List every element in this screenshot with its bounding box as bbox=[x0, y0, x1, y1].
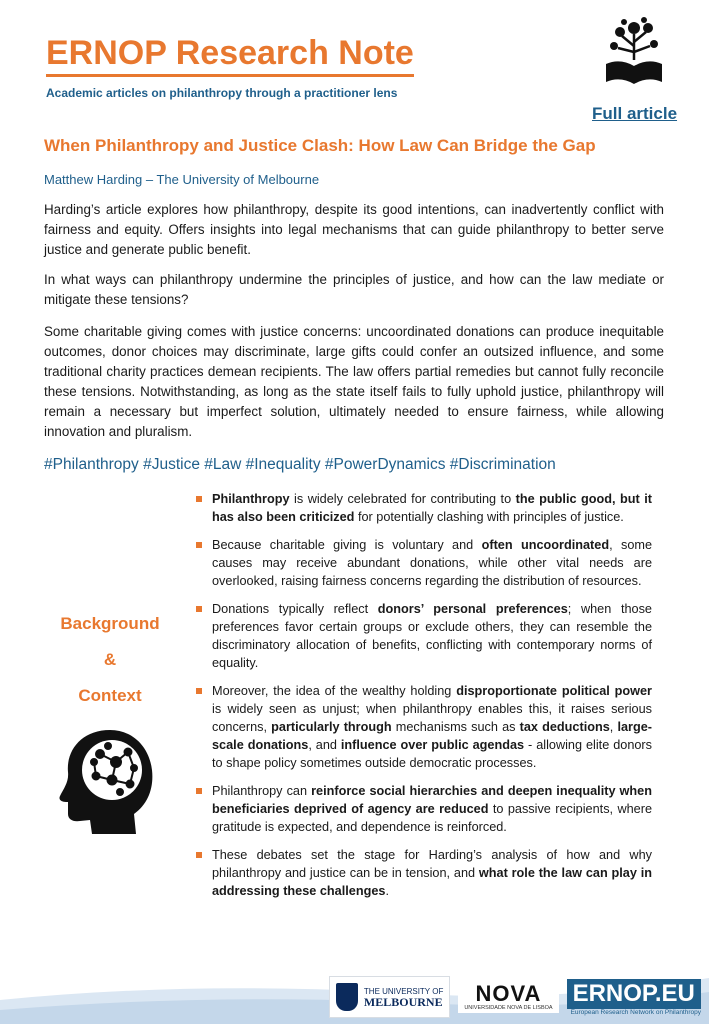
bullet-item bbox=[194, 490, 652, 526]
footer-logos bbox=[329, 974, 701, 1020]
bullet-text: , and bbox=[308, 738, 341, 752]
bullet-text: is widely seen as unjust; when philanthropy enables this, it raises serious concerns, bbox=[212, 702, 652, 734]
nova-logo-small: UNIVERSIDADE NOVA DE LISBOA bbox=[464, 1005, 553, 1011]
bullet-text: Moreover, the idea of the wealthy holding bbox=[212, 684, 457, 698]
heading-line: Background bbox=[60, 614, 160, 633]
bullet-text: Donations typically reflect bbox=[212, 602, 378, 616]
bullet-emphasis: the public good, but it has also been criticized bbox=[212, 492, 652, 524]
background-bullet-list bbox=[194, 490, 652, 910]
bullet-text: mechanisms such as bbox=[391, 720, 520, 734]
bullet-emphasis: what role the law can play in addressing these challenges bbox=[212, 866, 652, 898]
bullet-text: ; when those preferences favor certain groups or exclude others, they can resemble the discriminatory allocation of benefits, conflicting with contemporary norms of equality. bbox=[212, 602, 652, 670]
bullet-text: Philanthropy can bbox=[212, 784, 312, 798]
melbourne-logo-small: THE UNIVERSITY OF bbox=[363, 987, 444, 996]
background-context-heading bbox=[40, 606, 180, 714]
melbourne-logo bbox=[329, 976, 450, 1018]
heading-line: Context bbox=[78, 686, 142, 705]
bullet-text: is widely celebrated for contributing to bbox=[289, 492, 516, 506]
full-article-link[interactable]: Full article bbox=[592, 104, 678, 123]
head-with-network-icon bbox=[50, 722, 165, 837]
summary-paragraph: Some charitable giving comes with justice concerns: uncoordinated donations can produce inequitable outcomes, donor choices may discriminate, large gifts could confer an outsized influence, and some traditional charity practices demean recipients. The law offers partial remedies but cannot fully reconcile these tensions. Notwithstanding, as long as the state itself fails to fully uphold justice, philanthropy will remain a necessary but imperfect solution, ultimately needed to ensure fairness, while allowing innovation and pluralism. bbox=[44, 324, 664, 439]
bullet-text: to passive recipients, where gratitude is expected, and dependence is reinforced. bbox=[212, 802, 652, 834]
ernop-logo bbox=[567, 979, 701, 1016]
bullet-emphasis: disproportionate political power bbox=[456, 684, 652, 698]
research-question-paragraph: In what ways can philanthropy undermine the principles of justice, and how can the law mediate or mitigate these tensions? bbox=[44, 272, 664, 307]
nova-logo-big: NOVA bbox=[475, 981, 542, 1006]
ernop-logo-big: ERNOP.EU bbox=[567, 979, 701, 1009]
intro-paragraph: Harding’s article explores how philanthropy, despite its good intentions, can inadvertently conflict with fairness and equity. Offers insights into legal mechanisms that can guide philanthropy to better serve justice and generate public benefit. bbox=[44, 202, 664, 257]
bullet-emphasis: often uncoordinated bbox=[481, 538, 610, 552]
book-with-ideas-tree-icon bbox=[592, 12, 676, 96]
heading-line: & bbox=[103, 650, 117, 669]
ernop-logo-small: European Research Network on Philanthropy bbox=[570, 1008, 701, 1016]
nova-logo bbox=[458, 981, 558, 1013]
bullet-item bbox=[194, 682, 652, 772]
bullet-text: These debates set the stage for Harding’s analysis of how and why philanthropy and justice can be in tension, and bbox=[212, 848, 652, 880]
bullet-item bbox=[194, 846, 652, 900]
bullet-text: for potentially clashing with principles of justice. bbox=[354, 510, 624, 524]
bullet-text: . bbox=[385, 884, 389, 898]
melbourne-logo-big: MELBOURNE bbox=[363, 995, 443, 1009]
bullet-emphasis: donors’ personal preferences bbox=[377, 602, 568, 616]
article-author: Matthew Harding – The University of Melbourne bbox=[44, 172, 320, 187]
bullet-text: Because charitable giving is voluntary and bbox=[212, 538, 482, 552]
page-subtitle: Academic articles on philanthropy through a practitioner lens bbox=[46, 86, 398, 100]
bullet-item bbox=[194, 600, 652, 672]
bullet-text: , some causes may receive abundant donations, while other vital needs are overlooked, raising fairness concerns regarding the distribution of resources. bbox=[212, 538, 653, 588]
bullet-emphasis: particularly through bbox=[271, 720, 392, 734]
bullet-text: - allowing elite donors to shape policy sometimes outside democratic processes. bbox=[212, 738, 652, 770]
hashtags: #Philanthropy #Justice #Law #Inequality #PowerDynamics #Discrimination bbox=[44, 456, 556, 473]
bullet-item bbox=[194, 782, 652, 836]
article-headline: When Philanthropy and Justice Clash: How Law Can Bridge the Gap bbox=[44, 136, 596, 155]
bullet-emphasis: large-scale donations bbox=[212, 720, 653, 752]
bullet-emphasis: Philanthropy bbox=[212, 492, 290, 506]
melbourne-crest-icon bbox=[336, 983, 358, 1011]
bullet-item bbox=[194, 536, 652, 590]
bullet-text: , bbox=[609, 720, 618, 734]
bullet-emphasis: influence over public agendas bbox=[340, 738, 525, 752]
bullet-emphasis: tax deductions bbox=[519, 720, 610, 734]
bullet-emphasis: reinforce social hierarchies and deepen inequality when beneficiaries deprived of agency are reduced bbox=[212, 784, 652, 816]
page-title: ERNOP Research Note bbox=[46, 34, 414, 77]
